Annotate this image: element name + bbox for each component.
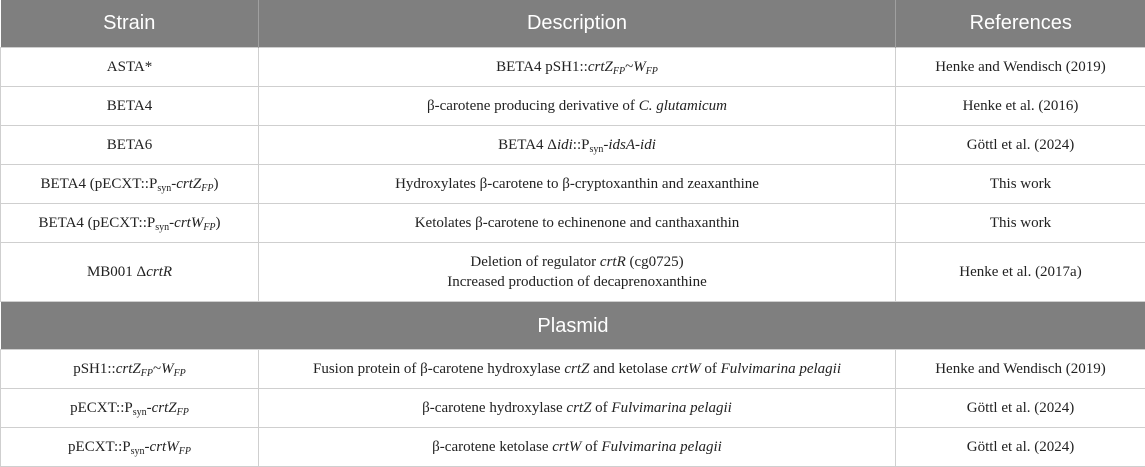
table-row [1, 243, 1145, 302]
strain-name: ASTA* [1, 48, 259, 87]
plasmid-description: β-carotene hydroxylase crtZ of Fulvimarina pelagii [259, 389, 896, 428]
strain-name: BETA4 [1, 87, 259, 126]
strain-description: Hydroxylates β-carotene to β-cryptoxanthin and zeaxanthine [259, 165, 896, 204]
plasmid-name: $pECXT::P_{syn}-crtZ_{FP}$ [1, 389, 259, 428]
strain-name: MB001 ΔcrtR [1, 243, 259, 302]
strain-description: BETA4 $pSH1::crtZ_{FP}\sim W_{FP}$ [259, 48, 896, 87]
strain-name: BETA6 [1, 126, 259, 165]
table-row [1, 48, 1145, 87]
strain-reference: This work [896, 204, 1145, 243]
plasmid-reference: Henke and Wendisch (2019) [896, 350, 1145, 389]
strain-name: BETA4 $(pECXT::P_{syn}-crtZ_{FP})$ [1, 165, 259, 204]
table-row [1, 389, 1145, 428]
table-row [1, 126, 1145, 165]
header-row [1, 0, 1145, 48]
header-description: Description [259, 0, 896, 48]
strain-description: β-carotene producing derivative of C. glutamicum [259, 87, 896, 126]
header-references: References [896, 0, 1145, 48]
plasmid-reference: Göttl et al. (2024) [896, 389, 1145, 428]
strain-name: BETA4 $(pECXT::P_{syn}-crtW_{FP})$ [1, 204, 259, 243]
table-row [1, 87, 1145, 126]
strain-reference: Henke et al. (2017a) [896, 243, 1145, 302]
table-row [1, 165, 1145, 204]
strain-description: BETA4 $\Delta idi::P_{syn}-idsA$-idi [259, 126, 896, 165]
strain-description: Ketolates β-carotene to echinenone and canthaxanthin [259, 204, 896, 243]
strain-reference: Göttl et al. (2024) [896, 126, 1145, 165]
header-strain: Strain [1, 0, 259, 48]
table-row [1, 204, 1145, 243]
plasmid-description: β-carotene ketolase crtW of Fulvimarina pelagii [259, 428, 896, 467]
strain-reference: This work [896, 165, 1145, 204]
plasmid-reference: Göttl et al. (2024) [896, 428, 1145, 467]
table-row [1, 350, 1145, 389]
strain-description: Deletion of regulator crtR (cg0725) Increased production of decaprenoxanthine [259, 243, 896, 302]
section-row [1, 302, 1145, 350]
strain-reference: Henke and Wendisch (2019) [896, 48, 1145, 87]
section-plasmid-title: Plasmid [1, 302, 1145, 350]
table-row [1, 428, 1145, 467]
plasmid-description: Fusion protein of β-carotene hydroxylase crtZ and ketolase crtW of Fulvimarina pelagii [259, 350, 896, 389]
plasmid-name: $pSH1::crtZ_{FP}\sim W_{FP}$ [1, 350, 259, 389]
strain-reference: Henke et al. (2016) [896, 87, 1145, 126]
plasmid-name: $pECXT::P_{syn}-crtW_{FP}$ [1, 428, 259, 467]
